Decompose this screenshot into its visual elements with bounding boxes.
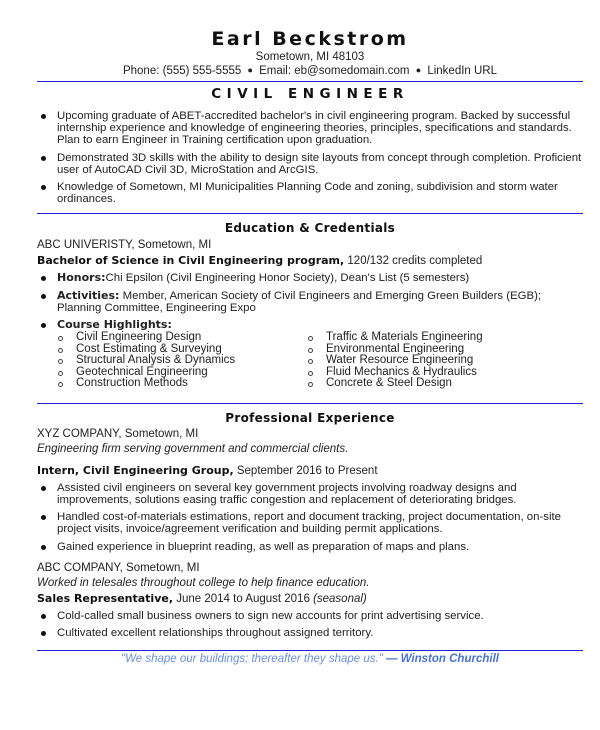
job-entry: [37, 427, 583, 553]
course-item: Structural Analysis & Dynamics: [37, 355, 287, 367]
company-description: Engineering firm serving government and commercial clients.: [37, 442, 349, 455]
contact-line: [37, 64, 583, 78]
honors-label: Honors:: [57, 271, 106, 285]
dates: June 2014 to August 2016: [173, 592, 314, 605]
credits: 120/132 credits completed: [344, 255, 483, 268]
quote-author: — Winston Churchill: [385, 653, 499, 666]
divider: [37, 81, 583, 82]
education-heading: Education & Credentials: [224, 221, 396, 236]
course-item: Construction Methods: [37, 378, 287, 390]
dates-note: (seasonal): [313, 592, 367, 605]
job-bullets: [37, 610, 583, 639]
job-bullet: Cultivated excellent relationships throughout assigned territory.: [37, 627, 583, 639]
courses-item: [37, 319, 583, 390]
company: XYZ COMPANY, Sometown, MI: [37, 427, 199, 440]
dates: September 2016 to Present: [233, 464, 378, 477]
summary-list: [37, 110, 583, 205]
course-item: Fluid Mechanics & Hydraulics: [287, 367, 483, 379]
course-item: Geotechnical Engineering: [37, 367, 287, 379]
role-line: [37, 591, 583, 607]
courses-label: Course Highlights:: [57, 318, 172, 332]
job-title: CIVIL ENGINEER: [211, 86, 409, 102]
divider: [37, 403, 583, 404]
course-item: Cost Estimating & Surveying: [37, 344, 287, 356]
job-bullet: Handled cost-of-materials estimations, report and document tracking, project documentation, on-site project visits, invoice/agreement verification and building permit applications.: [37, 511, 583, 535]
activities-item: [37, 290, 583, 314]
company-description: Worked in telesales throughout college to help finance education.: [37, 576, 370, 589]
separator-dot-icon: ●: [415, 65, 422, 75]
degree: Bachelor of Science in Civil Engineering program,: [37, 254, 345, 268]
experience-heading: Professional Experience: [225, 410, 395, 425]
role-line: [37, 463, 583, 479]
honors-item: [37, 272, 583, 284]
location: Sometown, MI 48103: [255, 51, 365, 63]
course-item: Concrete & Steel Design: [287, 378, 483, 390]
degree-line: [37, 253, 583, 269]
activities: Member, American Society of Civil Engineers and Emerging Green Builders (EGB); Planning Committee, Engineering Expo: [57, 289, 542, 314]
company: ABC COMPANY, Sometown, MI: [37, 561, 200, 574]
separator-dot-icon: ●: [247, 65, 253, 75]
role: Sales Representative,: [37, 591, 174, 605]
resume-page: [37, 0, 583, 667]
education-list: [37, 272, 583, 389]
summary-item: Upcoming graduate of ABET-accredited bachelor's in civil engineering program. Backed by successful internship experience and knowledge of engineering theories, principles, specifications and standards. Plan to earn Engineer in Training certification upon graduation.: [37, 110, 583, 147]
candidate-name: Earl Beckstrom: [211, 28, 409, 50]
course-item: Traffic & Materials Engineering: [287, 332, 483, 344]
course-columns: [37, 332, 583, 390]
footer-quote: [37, 651, 583, 667]
job-entry: [37, 561, 583, 639]
course-item: Civil Engineering Design: [37, 332, 287, 344]
course-item: Water Resource Engineering: [287, 355, 483, 367]
course-list-right: [287, 332, 483, 390]
job-bullets: [37, 482, 583, 553]
job-bullet: Cold-called small business owners to sign new accounts for print advertising service.: [37, 610, 583, 622]
job-bullet: Assisted civil engineers on several key government projects involving roadway designs and improvements, solutions easing traffic congestion and replacement of deteriorating bridges.: [37, 482, 583, 506]
activities-label: Activities:: [57, 288, 120, 302]
summary-item: Knowledge of Sometown, MI Municipalities Planning Code and zoning, subdivision and storm water ordinances.: [37, 181, 583, 205]
linkedin-link[interactable]: LinkedIn URL: [427, 65, 498, 77]
role: Intern, Civil Engineering Group,: [37, 463, 234, 477]
summary-item: Demonstrated 3D skills with the ability to design site layouts from concept through completion. Proficient user of AutoCAD Civil 3D, MicroStation and ArcGIS.: [37, 152, 583, 176]
quote-text: "We shape our buildings; thereafter they shape us.": [121, 653, 386, 666]
course-item: Environmental Engineering: [287, 344, 483, 356]
job-bullet: Gained experience in blueprint reading, as well as preparation of maps and plans.: [37, 541, 583, 553]
email: Email: eb@somedomain.com: [259, 65, 410, 77]
school: ABC UNIVERISTY, Sometown, MI: [37, 239, 212, 252]
divider: [37, 213, 583, 214]
course-list-left: [37, 332, 287, 390]
phone: Phone: (555) 555-5555: [122, 65, 242, 77]
honors: Chi Epsilon (Civil Engineering Honor Society), Dean's List (5 semesters): [105, 272, 470, 285]
